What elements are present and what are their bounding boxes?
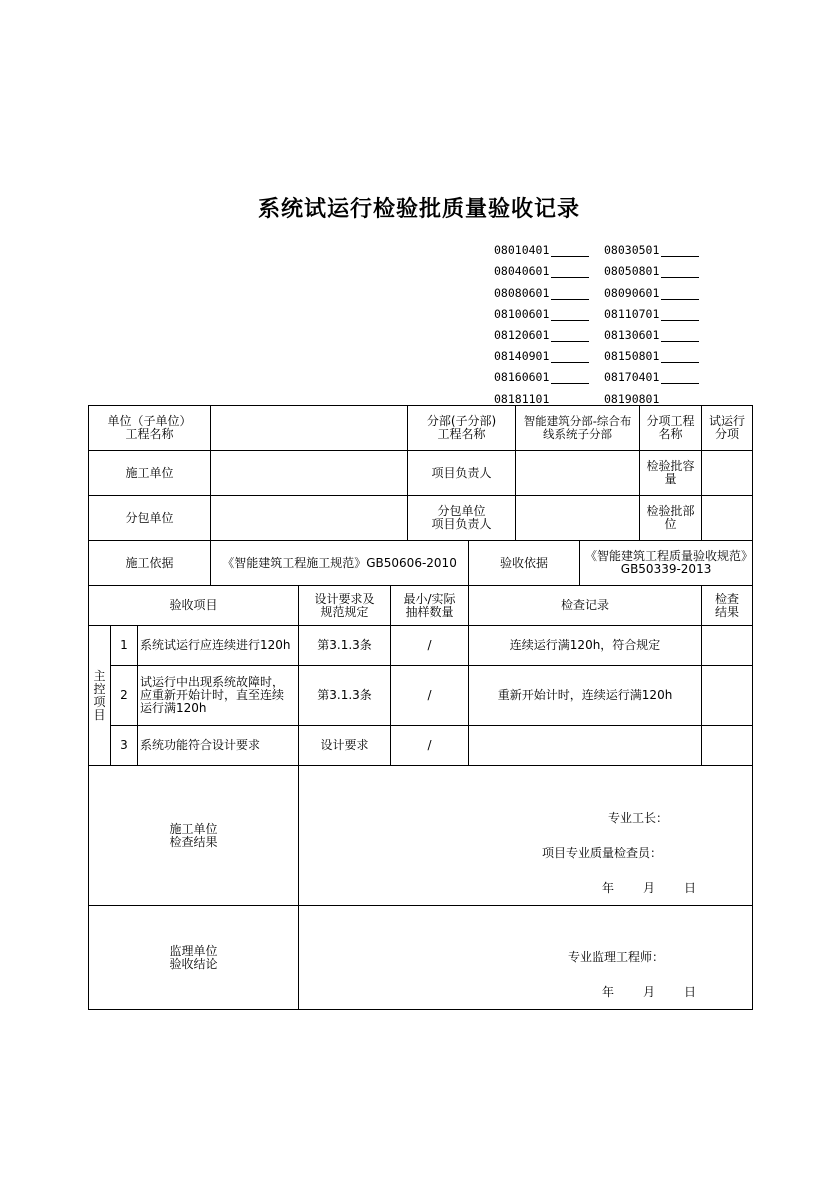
item-record[interactable]: 连续运行满120h，符合规定: [469, 626, 702, 666]
code-number: 08190801: [604, 391, 660, 406]
code-row: [494, 236, 699, 257]
date-year: 年: [602, 985, 615, 999]
code-number: 08080601: [494, 285, 550, 300]
subitem-name-label: 分项工程名称: [640, 406, 702, 451]
date-month: 月: [643, 881, 656, 895]
batch-location-value[interactable]: [702, 496, 753, 541]
code-row: [494, 384, 699, 405]
code-blank-field[interactable]: [661, 370, 699, 384]
code-blank-field[interactable]: [661, 328, 699, 342]
division-name-value[interactable]: 智能建筑分部-综合布线系统子分部: [516, 406, 640, 451]
column-header-requirement: 设计要求及 规范规定: [299, 586, 391, 626]
code-number: 08040601: [494, 264, 550, 279]
unit-name-label: 单位（子单位） 工程名称: [89, 406, 211, 451]
code-number: 08090601: [604, 285, 660, 300]
batch-location-label: 检验批部位: [640, 496, 702, 541]
code-list: [494, 236, 699, 406]
contractor-label: 施工单位: [89, 451, 211, 496]
sub-project-manager-value[interactable]: [516, 496, 640, 541]
project-manager-value[interactable]: [516, 451, 640, 496]
supervision-check-area[interactable]: [299, 906, 753, 1010]
project-manager-label: 项目负责人: [408, 451, 516, 496]
page-title: 系统试运行检验批质量验收记录: [257, 196, 580, 222]
code-number: 08140901: [494, 349, 550, 364]
code-entry: [494, 300, 604, 321]
code-blank-field[interactable]: [551, 286, 589, 300]
supervising-engineer-label: 专业监理工程师：: [568, 950, 665, 964]
item-number: 2: [111, 666, 138, 726]
code-blank-field[interactable]: [551, 370, 589, 384]
code-entry: [604, 257, 699, 278]
code-row: [494, 321, 699, 342]
code-entry: [494, 384, 604, 405]
item-result[interactable]: [702, 726, 753, 766]
subitem-name-value[interactable]: 试运行分项: [702, 406, 753, 451]
batch-capacity-value[interactable]: [702, 451, 753, 496]
contractor-value[interactable]: [211, 451, 408, 496]
code-row: [494, 342, 699, 363]
column-header-item: 验收项目: [89, 586, 299, 626]
code-blank-field[interactable]: [661, 286, 699, 300]
code-entry: [604, 236, 699, 257]
construction-basis-label: 施工依据: [89, 541, 211, 586]
code-blank-field[interactable]: [551, 349, 589, 363]
quality-inspector-label: 项目专业质量检查员：: [542, 846, 663, 860]
code-number: 08030501: [604, 243, 660, 258]
construction-check-label: 施工单位 检查结果: [89, 766, 299, 906]
column-header-sampling: 最小/实际 抽样数量: [391, 586, 469, 626]
code-number: 08170401: [604, 370, 660, 385]
main-items-label: 主 控 项 目: [89, 626, 111, 766]
item-description: 系统试运行应连续进行120h: [138, 626, 299, 666]
code-number: 08110701: [604, 306, 660, 321]
code-entry: [494, 363, 604, 384]
code-blank-field[interactable]: [551, 392, 589, 406]
code-entry: [604, 300, 699, 321]
code-blank-field[interactable]: [661, 307, 699, 321]
code-row: [494, 363, 699, 384]
code-entry: [494, 321, 604, 342]
code-row: [494, 278, 699, 299]
code-row: [494, 257, 699, 278]
acceptance-basis-value[interactable]: 《智能建筑工程质量验收规范》GB50339-2013: [580, 541, 753, 586]
code-entry: [604, 278, 699, 299]
inspection-record-table: [88, 405, 753, 1010]
item-record[interactable]: 重新开始计时，连续运行满120h: [469, 666, 702, 726]
code-number: 08130601: [604, 327, 660, 342]
code-blank-field[interactable]: [661, 243, 699, 257]
item-requirement: 第3.1.3条: [299, 666, 391, 726]
code-entry: [494, 342, 604, 363]
item-result[interactable]: [702, 626, 753, 666]
code-row: [494, 300, 699, 321]
item-requirement: 第3.1.3条: [299, 626, 391, 666]
code-number: 08160601: [494, 370, 550, 385]
date-year: 年: [602, 881, 615, 895]
date-day: 日: [684, 985, 697, 999]
code-blank-field[interactable]: [551, 243, 589, 257]
item-description: 试运行中出现系统故障时，应重新开始计时，直至连续运行满120h: [138, 666, 299, 726]
item-requirement: 设计要求: [299, 726, 391, 766]
construction-check-area[interactable]: [299, 766, 753, 906]
division-name-label: 分部(子分部) 工程名称: [408, 406, 516, 451]
code-number: 08100601: [494, 306, 550, 321]
date-month: 月: [643, 985, 656, 999]
item-record[interactable]: [469, 726, 702, 766]
sub-project-manager-label: 分包单位 项目负责人: [408, 496, 516, 541]
item-sampling[interactable]: /: [391, 726, 469, 766]
code-blank-field[interactable]: [661, 392, 699, 406]
item-sampling[interactable]: /: [391, 626, 469, 666]
code-number: 08010401: [494, 243, 550, 258]
foreman-label: 专业工长：: [608, 811, 669, 825]
batch-capacity-label: 检验批容量: [640, 451, 702, 496]
item-result[interactable]: [702, 666, 753, 726]
code-blank-field[interactable]: [551, 328, 589, 342]
code-number: 08120601: [494, 327, 550, 342]
code-entry: [604, 384, 699, 405]
code-entry: [494, 278, 604, 299]
code-entry: [494, 257, 604, 278]
code-number: 08181101: [494, 391, 550, 406]
code-number: 08150801: [604, 349, 660, 364]
item-sampling[interactable]: /: [391, 666, 469, 726]
subcontractor-label: 分包单位: [89, 496, 211, 541]
acceptance-basis-label: 验收依据: [469, 541, 580, 586]
code-blank-field[interactable]: [551, 264, 589, 278]
unit-name-value[interactable]: [211, 406, 408, 451]
item-number: 3: [111, 726, 138, 766]
code-entry: [494, 236, 604, 257]
construction-basis-value[interactable]: 《智能建筑工程施工规范》GB50606-2010: [211, 541, 469, 586]
code-blank-field[interactable]: [551, 307, 589, 321]
supervision-check-label: 监理单位 验收结论: [89, 906, 299, 1010]
code-number: 08050801: [604, 264, 660, 279]
subcontractor-value[interactable]: [211, 496, 408, 541]
code-entry: [604, 321, 699, 342]
code-blank-field[interactable]: [661, 264, 699, 278]
item-number: 1: [111, 626, 138, 666]
item-description: 系统功能符合设计要求: [138, 726, 299, 766]
code-blank-field[interactable]: [661, 349, 699, 363]
date-day: 日: [684, 881, 697, 895]
column-header-result: 检查 结果: [702, 586, 753, 626]
code-entry: [604, 342, 699, 363]
code-entry: [604, 363, 699, 384]
column-header-record: 检查记录: [469, 586, 702, 626]
